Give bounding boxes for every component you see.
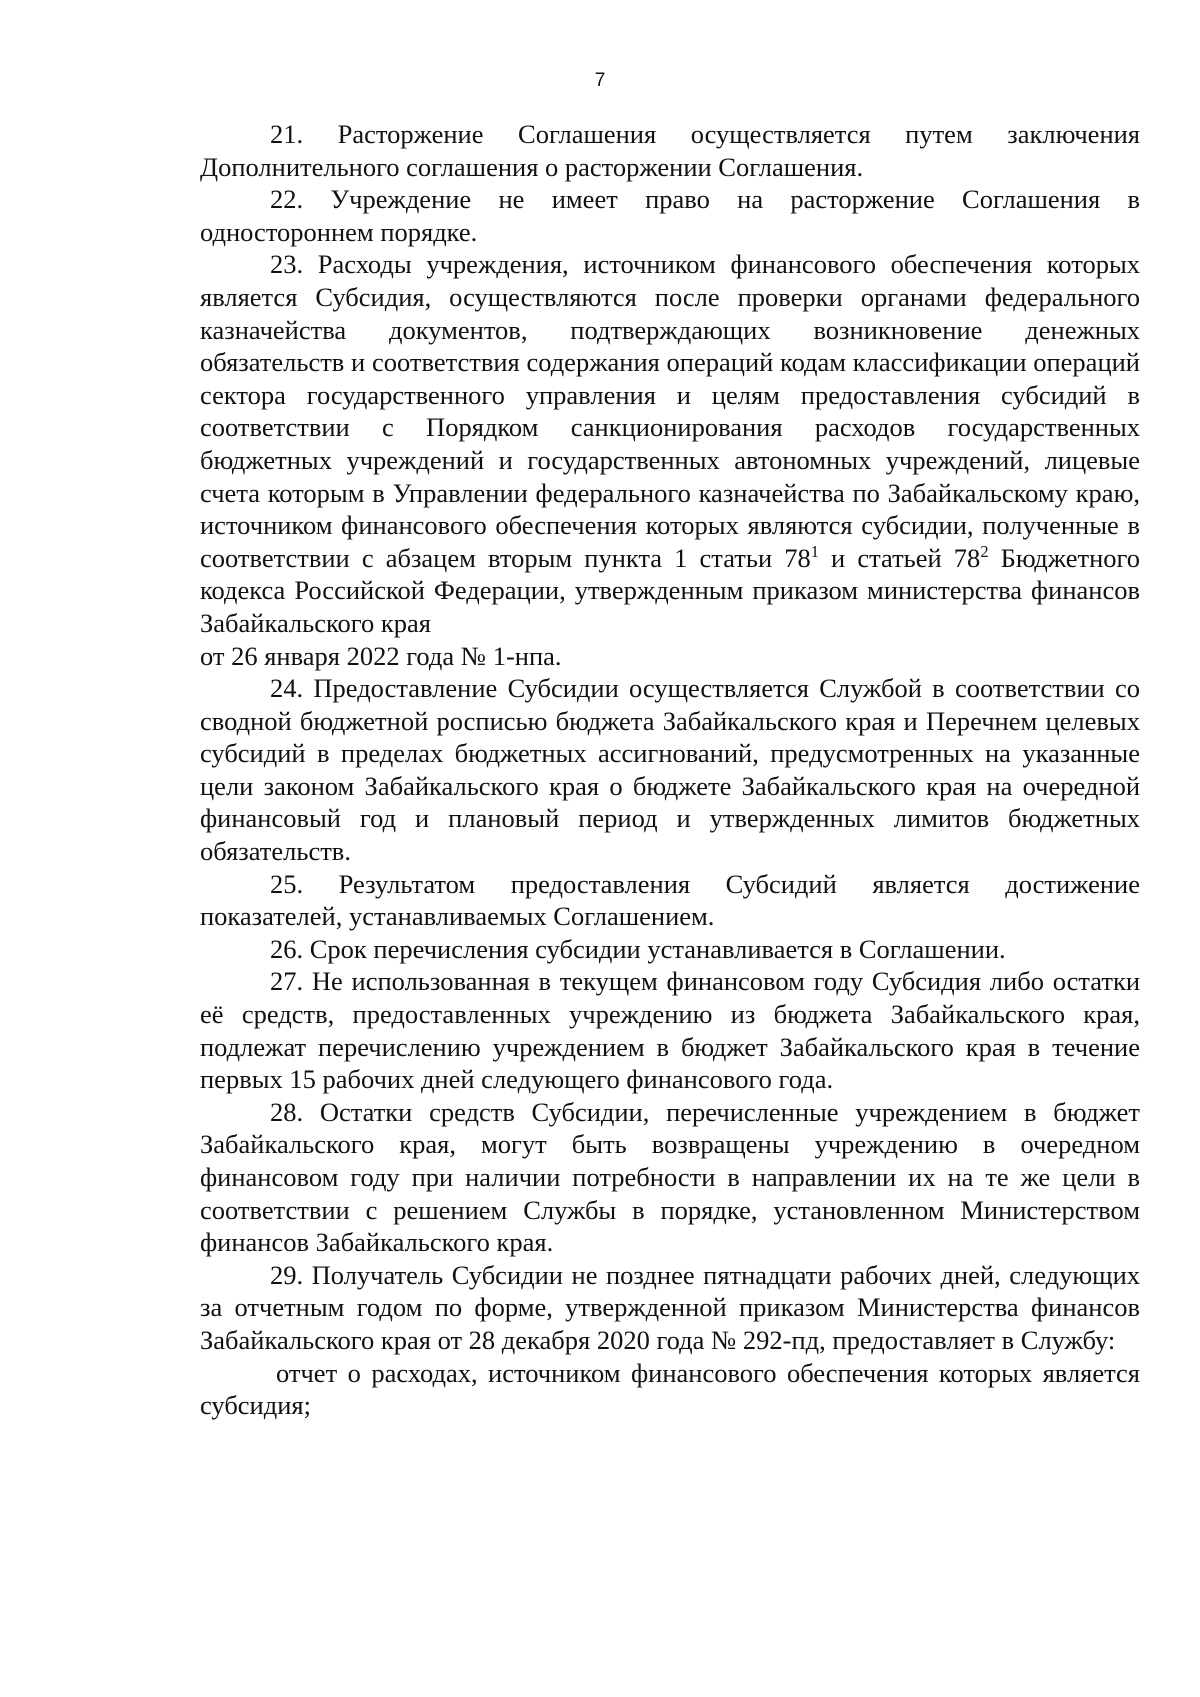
paragraph-23-text-a: 23. Расходы учреждения, источником финансового обеспечения которых является Субсидия, осуществляются после проверки органами федерального казначейства документов, подтверждающих возникновение денежных обязательств и соответствия содержания операций кодам классификации операций сектора государственного управления и целям предоставления субсидий в соответствии с Порядком санкционирования расходов государственных бюджетных учреждений и государственных автономных учреждений, лицевые счета которым в Управлении федерального казначейства по Забайкальскому краю, источником финансового обеспечения которых являются субсидии, полученные в соответствии с абзацем вторым пункта 1 статьи 78 (200, 249, 1140, 573)
paragraph-23 (200, 248, 1140, 639)
superscript-2: 2 (980, 541, 989, 561)
paragraph-28: 28. Остатки средств Субсидии, перечисленные учреждением в бюджет Забайкальского края, могут быть возвращены учреждению в очередном финансовом году при наличии потребности в направлении их на те же цели в соответствии с решением Службы в порядке, установленном Министерством финансов Забайкальского края. (200, 1096, 1140, 1258)
paragraph-23-text-b: и статьей 78 (818, 542, 981, 573)
paragraph-23-text-c: Бюджетного кодекса Российской Федерации, утвержденным приказом министерства финансов Забайкальского края (200, 542, 1140, 638)
paragraph-29: 29. Получатель Субсидии не позднее пятнадцати рабочих дней, следующих за отчетным годом по форме, утвержденной приказом Министерства финансов Забайкальского края от 28 декабря 2020 года № 292-пд, предоставляет в Службу: (200, 1259, 1140, 1355)
paragraph-24: 24. Предоставление Субсидии осуществляется Службой в соответствии со сводной бюджетной росписью бюджета Забайкальского края и Перечнем целевых субсидий в пределах бюджетных ассигнований, предусмотренных на указанные цели законом Забайкальского края о бюджете Забайкальского края на очередной финансовый год и плановый период и утвержденных лимитов бюджетных обязательств. (200, 673, 1140, 867)
paragraph-22: 22. Учреждение не имеет право на расторжение Соглашения в одностороннем порядке. (200, 184, 1140, 247)
paragraph-23-date-line: от 26 января 2022 года № 1-нпа. (200, 640, 562, 671)
paragraph-21: 21. Расторжение Соглашения осуществляется путем заключения Дополнительного соглашения о расторжении Соглашения. (200, 119, 1140, 182)
paragraph-27: 27. Не использованная в текущем финансовом году Субсидия либо остатки её средств, предоставленных учреждению из бюджета Забайкальского края, подлежат перечислению учреждением в бюджет Забайкальского края в течение первых 15 рабочих дней следующего финансового года. (200, 966, 1140, 1095)
paragraph-25: 25. Результатом предоставления Субсидий является достижение показателей, устанавливаемых Соглашением. (200, 868, 1140, 932)
page-number: 7 (594, 70, 606, 91)
paragraph-26: 26. Срок перечисления субсидии устанавливается в Соглашении. (270, 933, 1006, 964)
document-body (200, 118, 1140, 1422)
paragraph-29-subitem: отчет о расходах, источником финансового обеспечения которых является субсидия; (200, 1357, 1140, 1421)
superscript-1: 1 (810, 541, 819, 561)
